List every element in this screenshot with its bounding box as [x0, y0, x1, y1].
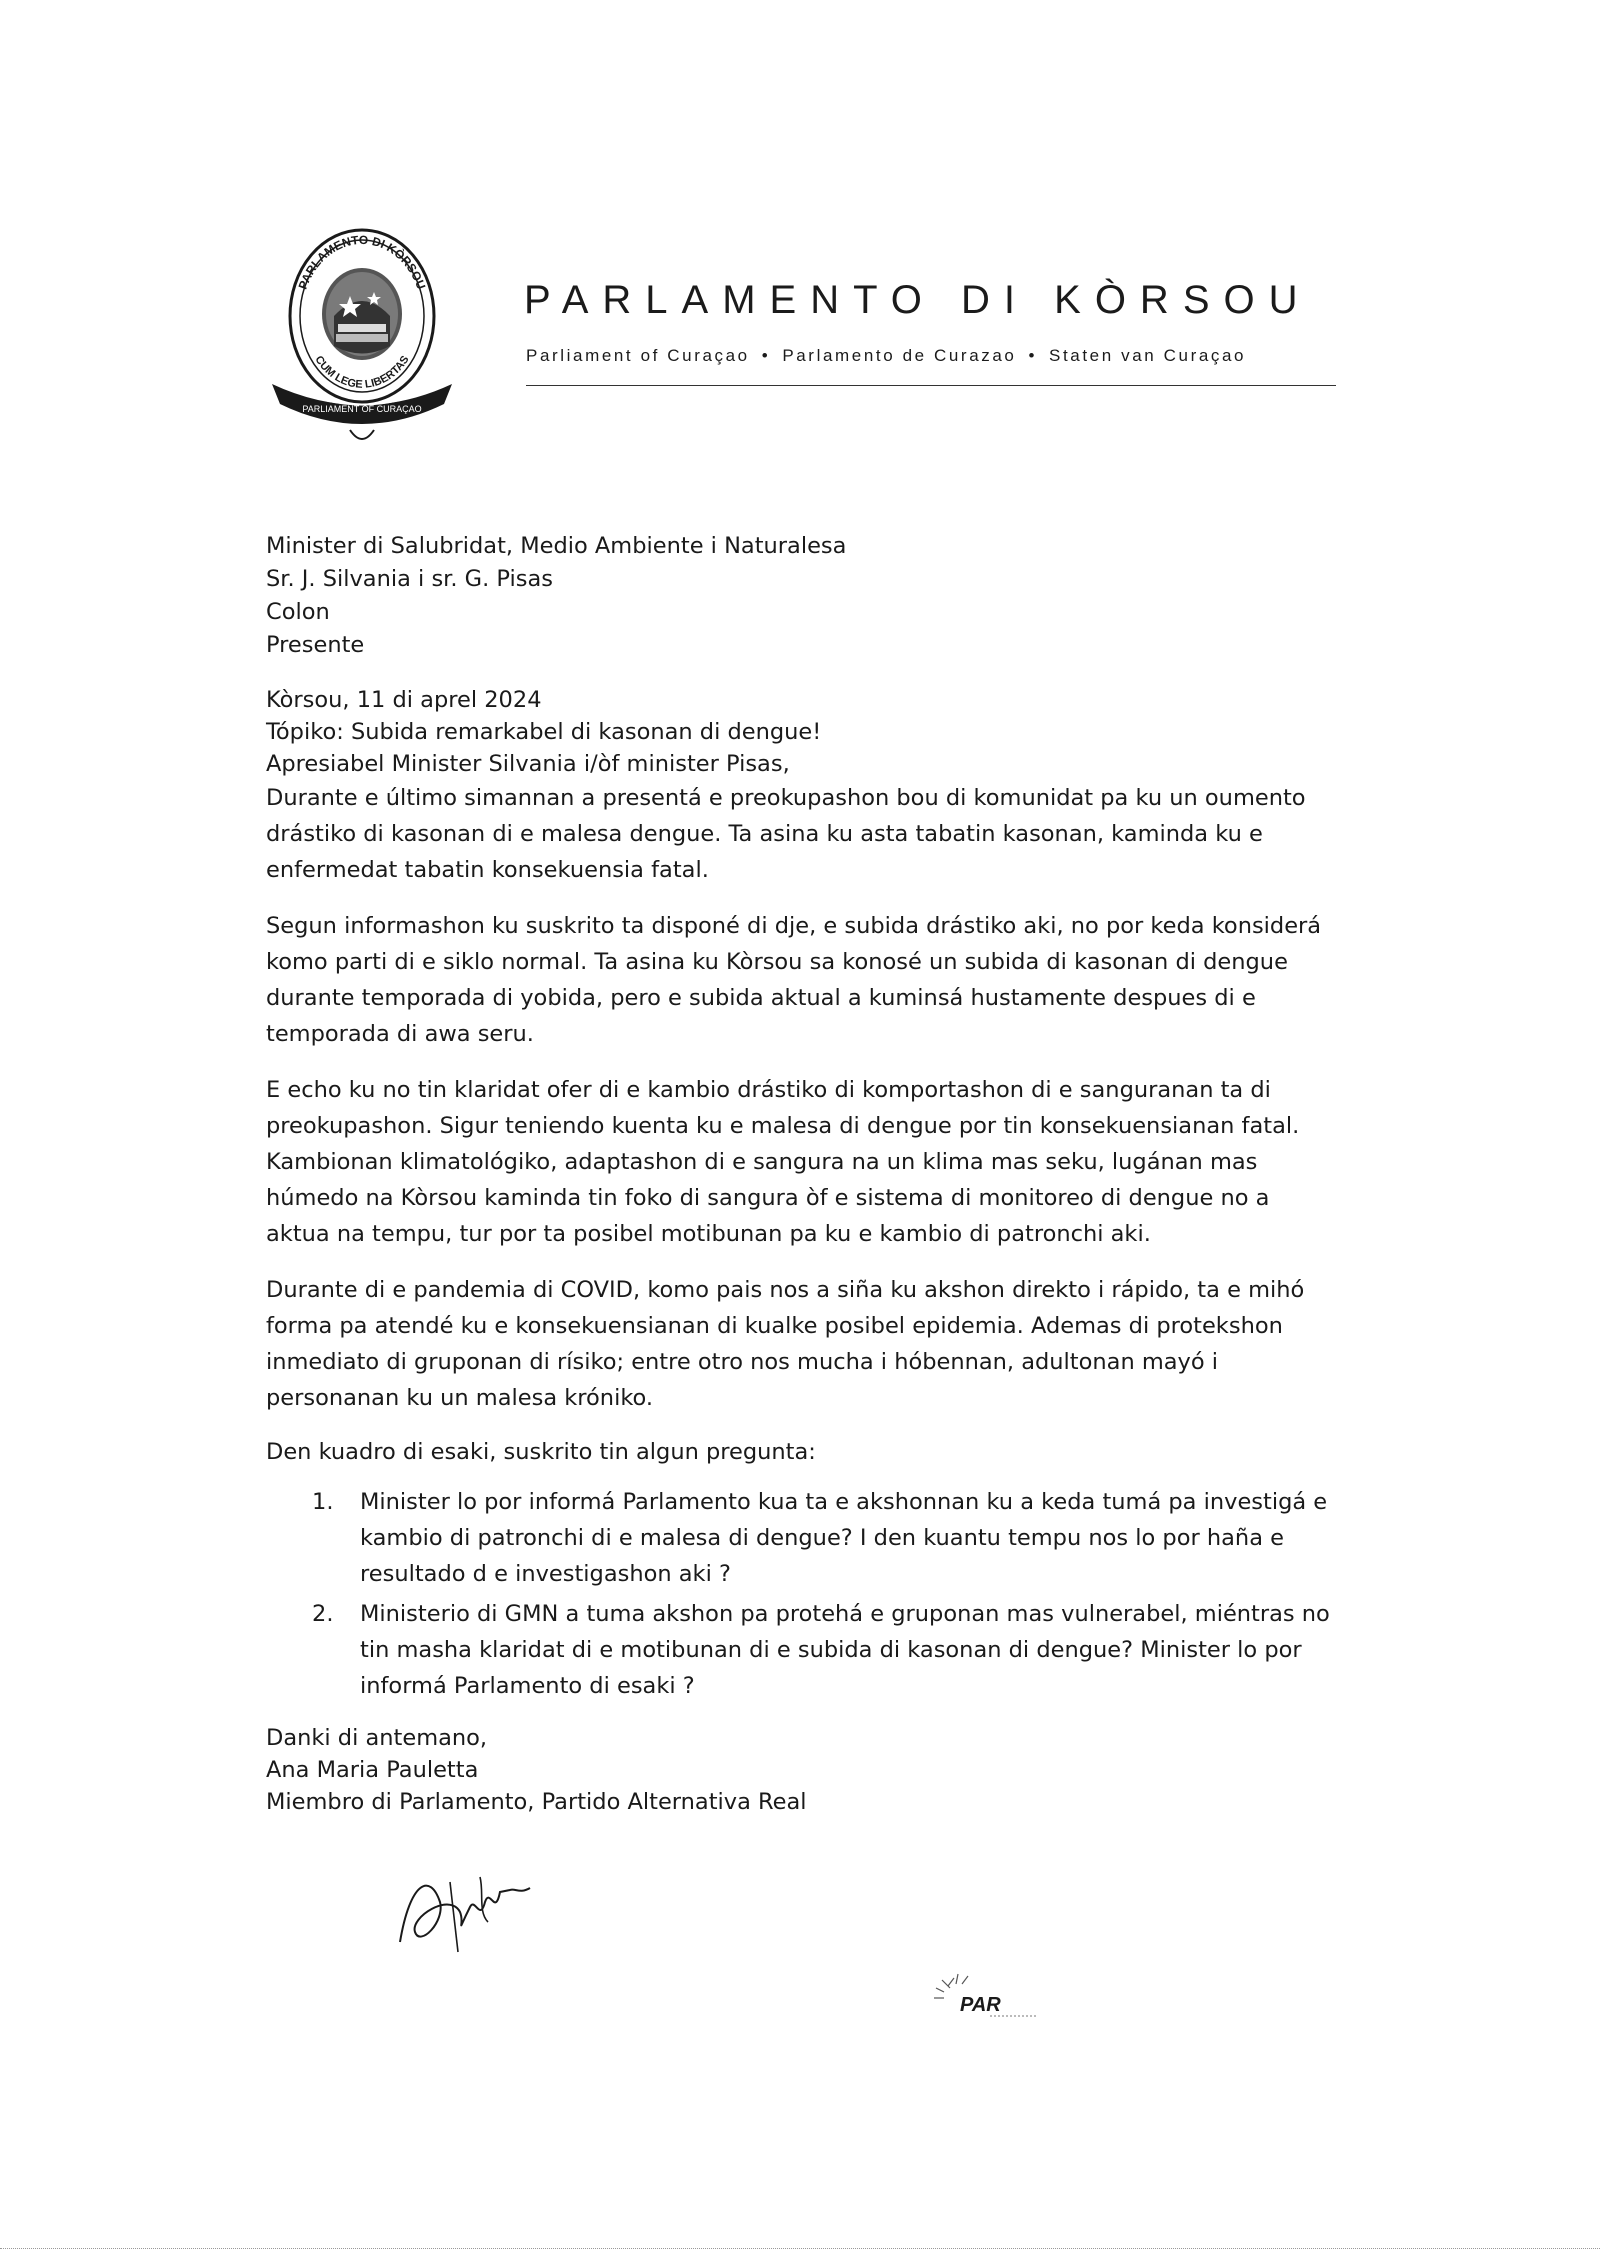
parliament-subtitle: Parliament of Curaçao • Parlamento de Curazao • Staten van Curaçao [526, 346, 1247, 365]
letter-closing: Danki di antemano, [266, 1725, 488, 1751]
parliament-title: PARLAMENTO DI KÒRSOU [524, 278, 1312, 322]
questions-intro: Den kuadro di esaki, suskrito tin algun pregunta: [266, 1439, 816, 1465]
question-number: 2. [312, 1601, 334, 1627]
body-paragraph: Durante di e pandemia di COVID, komo pais nos a siña ku akshon direkto i rápido, ta e mihó forma pa atendé ku e konsekuensianan di kualke posibel epidemia. Ademas di protekshon inmediato di gruponan di rísiko; entre otro nos mucha i hóbennan, adultonan mayó i personanan ku un malesa króniko. [266, 1277, 1305, 1411]
letter-date: Kòrsou, 11 di aprel 2024 [266, 687, 542, 713]
parliament-seal-logo [262, 216, 462, 466]
recipient-line: Presente [266, 632, 365, 658]
recipient-address [266, 530, 1336, 662]
page-bottom-edge [0, 2248, 1600, 2249]
signer-name: Ana Maria Pauletta [266, 1757, 479, 1783]
body-paragraph: Segun informashon ku suskrito ta disponé di dje, e subida drástiko aki, no por keda konsiderá komo parti di e siklo normal. Ta asina ku Kòrsou sa konosé un subida di kasonan di dengue durante temporada di yobida, pero e subida aktual a kuminsá hustamente despues di e temporada di awa seru. [266, 913, 1322, 1047]
subtitle-spanish: Parlamento de Curazao [782, 346, 1017, 365]
letter-subject: Tópiko: Subida remarkabel di kasonan di dengue! [266, 719, 822, 745]
questions-list [266, 1484, 1336, 1704]
recipient-line: Sr. J. Silvania i sr. G. Pisas [266, 566, 553, 592]
letter-body [266, 530, 1336, 1818]
question-item [266, 1596, 1336, 1704]
body-paragraph: E echo ku no tin klaridat ofer di e kambio drástiko di komportashon di e sanguranan ta di preokupashon. Sigur teniendo kuenta ku e malesa di dengue por tin konsekuensianan fatal. Kambionan klimatológiko, adaptashon di e sangura na un klima mas seku, lugánan mas húmedo na Kòrsou kaminda tin foko di sangura òf e sistema di monitoreo di dengue no a aktua na tempu, tur por ta posibel motibunan pa ku e kambio di patronchi aki. [266, 1077, 1300, 1247]
party-logo-text: PAR [960, 1994, 1001, 2016]
question-text: Minister lo por informá Parlamento kua ta e akshonnan ku a keda tumá pa investigá e kambio di patronchi di e malesa di dengue? I den kuantu tempu nos lo por haña e resultado d e investigashon aki ? [360, 1489, 1328, 1587]
subtitle-english: Parliament of Curaçao [526, 346, 750, 365]
subtitle-dutch: Staten van Curaçao [1049, 346, 1247, 365]
recipient-line: Minister di Salubridat, Medio Ambiente i Naturalesa [266, 533, 847, 559]
recipient-line: Colon [266, 599, 330, 625]
seal-bottom-text: PARLIAMENT OF CURAÇAO [302, 404, 422, 414]
handwritten-signature [380, 1862, 540, 1962]
question-text: Ministerio di GMN a tuma akshon pa protehá e gruponan mas vulnerabel, miéntras no tin masha klaridat di e motibunan di e subida di kasonan di dengue? Minister lo por informá Parlamento di esaki ? [360, 1601, 1330, 1699]
signer-role: Miembro di Parlamento, Partido Alternativa Real [266, 1789, 807, 1815]
body-paragraph: Durante e último simannan a presentá e preokupashon bou di komunidat pa ku un oumento drástiko di kasonan di e malesa dengue. Ta asina ku asta tabatin kasonan, kaminda ku e enfermedat tabatin konsekuensia fatal. [266, 785, 1306, 883]
seal-top-text: PARLAMENTO DI KÒRSOU [295, 232, 429, 292]
header-divider [526, 385, 1336, 386]
seal-motto-text: CUM LEGE LIBERTAS [312, 353, 412, 391]
question-item [266, 1484, 1336, 1592]
question-number: 1. [312, 1489, 334, 1515]
letter-salutation: Apresiabel Minister Silvania i/òf minister Pisas, [266, 751, 790, 777]
